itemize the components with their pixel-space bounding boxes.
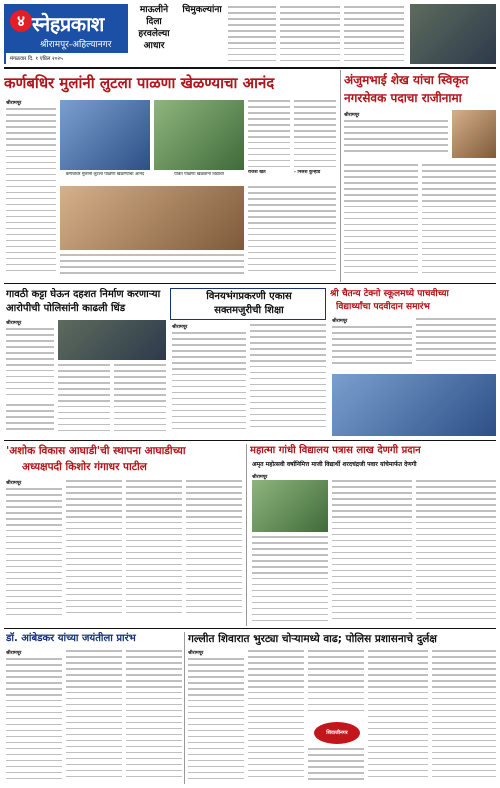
- anjumbhai-portrait: [452, 110, 496, 158]
- gavthi-headline-1: गावठी कट्टा घेऊन दहशत निर्माण करणाऱ्या: [6, 289, 161, 300]
- galli-badge: शिवाजीनगर: [314, 722, 360, 744]
- gavthi-byline: श्रीरामपूर: [6, 321, 22, 326]
- karnabadhir-headline: कर्णबधिर मुलांनी लुटला पाळणा खेळण्याचा आनंद: [4, 74, 275, 92]
- anjumbhai-headline-2: नगरसेवक पदाचा राजीनामा: [344, 91, 462, 105]
- vinaybhang-byline: श्रीरामपूर: [172, 325, 188, 330]
- newspaper-title: स्नेहप्रकाश: [32, 12, 104, 36]
- ashok-col-4: [186, 480, 242, 624]
- karnabadhir-byline: श्रीरामपूर: [6, 101, 22, 106]
- page-number: ४: [10, 10, 32, 32]
- gandhi-subheadline: अमृत महोत्सवी वर्षानिमित्त माजी विद्यार्थी शरदचंद्रजी पवार यांचेमार्फत देणगी: [252, 461, 417, 468]
- vinaybhang-col-2: [250, 324, 326, 436]
- ambedkar-byline: श्रीरामपूर: [6, 651, 22, 656]
- chaitanya-col-1: [332, 326, 412, 372]
- gavthi-photo: [58, 320, 166, 360]
- galli-headline: गल्लीत शिवारात भुरट्या चोऱ्यामध्ये वाढ; पोलिस प्रशासनाचे दुर्लक्ष: [188, 633, 437, 645]
- ashok-col-1: [6, 488, 62, 624]
- gandhi-col-3: [416, 480, 496, 626]
- karnabadhir-photo-1: [60, 100, 150, 170]
- karnabadhir-name: राजेश खेत: [248, 170, 266, 175]
- gandhi-photo: [252, 480, 328, 532]
- karnabadhir-photo-1-caption: कर्णबधिर मुलांनी लुटला पाळणा खेळण्याचा आनंद: [65, 172, 145, 177]
- ashok-col-2: [66, 480, 122, 624]
- karnabadhir-photo-2-caption: यात्रेत पाळणा खेळताना विद्यार्थी: [174, 172, 224, 177]
- gavthi-col-1: [6, 328, 54, 400]
- teaser-2: [180, 4, 224, 60]
- chaitanya-headline-2: विद्यार्थ्यांचा पदवीदान समारंभ: [336, 302, 430, 312]
- galli-col-3b: [308, 748, 364, 784]
- galli-col-3: [308, 650, 364, 718]
- gandhi-headline: महात्मा गांधी विद्यालय पत्रास लाख देणगी प्रदान: [250, 445, 421, 456]
- anjumbhai-headline-1: अंजुमभाई शेख यांचा स्विकृत: [344, 73, 469, 87]
- ashok-col-3: [126, 480, 182, 624]
- anjumbhai-col-1: [344, 164, 418, 278]
- anjumbhai-byline: श्रीरामपूर: [344, 113, 360, 118]
- ambedkar-headline: डॉ. आंबेडकर यांच्या जयंतीला प्रारंभ: [6, 633, 136, 644]
- gavthi-col-2: [58, 364, 110, 436]
- karnabadhir-photo-2: [154, 100, 244, 170]
- chaitanya-byline: श्रीरामपूर: [332, 319, 348, 324]
- ambedkar-col-2: [66, 650, 122, 784]
- galli-col-2: [248, 650, 304, 784]
- ambedkar-col-1: [6, 658, 62, 784]
- karnabadhir-caption-name: - निलेश कुऱ्हाडे: [294, 170, 321, 175]
- karnabadhir-col-2: [248, 100, 290, 170]
- section-divider-1: [4, 283, 496, 284]
- issue-date: मंगळवार दि. १ एप्रिल २०२५: [6, 53, 130, 65]
- gavthi-col-1b: [6, 404, 54, 436]
- teaser-column-1: [228, 6, 276, 64]
- ashok-headline-2: अध्यक्षपदी किशोर गंगाधर पाटील: [22, 461, 147, 473]
- column-divider: [340, 70, 341, 282]
- galli-byline: श्रीरामपूर: [188, 651, 204, 656]
- karnabadhir-col-4: [248, 186, 336, 278]
- gandhi-col-2: [332, 480, 412, 626]
- anjumbhai-col-2: [422, 164, 496, 278]
- karnabadhir-col-3: [294, 100, 336, 170]
- chaitanya-headline-1: श्री चैतन्य टेक्नो स्कूलमध्ये पाचवीच्या: [330, 289, 449, 299]
- gavthi-col-3: [114, 364, 166, 436]
- karnabadhir-photo-3-caption: [60, 254, 244, 278]
- section-divider-2: [4, 440, 496, 441]
- section-divider-3: [4, 628, 496, 629]
- karnabadhir-col-1: [6, 108, 56, 278]
- masthead-divider: [4, 67, 496, 69]
- teaser-column-3: [344, 6, 404, 64]
- ashok-headline-1: 'अशोक विकास आघाडी'ची स्थापना आघाडीच्या: [6, 445, 186, 457]
- chaitanya-photo: [332, 374, 496, 436]
- gandhi-col-1: [252, 536, 328, 626]
- teaser-1: [132, 4, 176, 60]
- teaser-column-2: [280, 6, 340, 64]
- galli-col-5: [432, 650, 496, 784]
- galli-col-1: [188, 658, 244, 784]
- column-divider-3: [184, 632, 185, 784]
- ambedkar-col-3: [126, 650, 182, 784]
- anjumbhai-col-lead: [344, 120, 448, 160]
- teaser-2-text: चिमुकल्यांना: [182, 5, 222, 15]
- newspaper-subtitle: श्रीरामपूर-अहिल्यानगर: [40, 40, 112, 50]
- galli-col-4: [368, 650, 428, 784]
- vinaybhang-headline-2: सक्तमजुरीची शिक्षा: [214, 305, 284, 316]
- ashok-byline: श्रीरामपूर: [6, 481, 22, 486]
- vinaybhang-headline-1: विनयभंगप्रकरणी एकास: [206, 291, 292, 302]
- chaitanya-col-2: [416, 318, 496, 372]
- masthead: [4, 4, 128, 64]
- vinaybhang-col-1: [172, 332, 246, 436]
- header-photo: [410, 4, 496, 64]
- gavthi-headline-2: आरोपीची पोलिसांनी काढली धिंड: [6, 303, 126, 314]
- karnabadhir-photo-3: [60, 186, 244, 250]
- gandhi-byline: श्रीरामपूर: [252, 475, 268, 480]
- teaser-1-text: माऊलीने दिला हरवलेल्या आधार: [138, 5, 170, 51]
- column-divider-2: [246, 444, 247, 626]
